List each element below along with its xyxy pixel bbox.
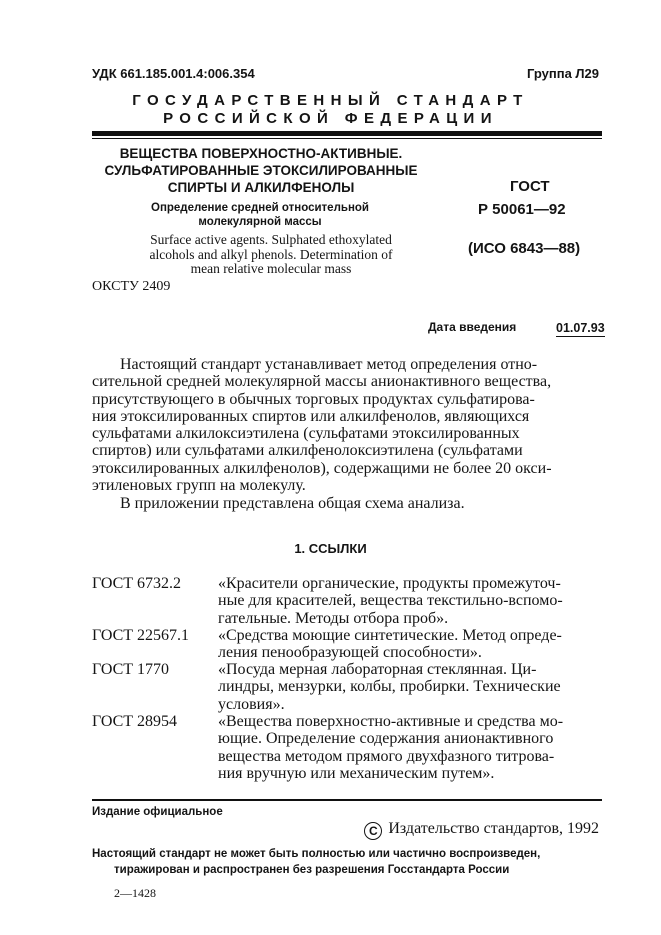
title-line: ВЕЩЕСТВА ПОВЕРХНОСТНО-АКТИВНЫЕ. (119, 146, 403, 161)
document-subtitle (130, 201, 390, 229)
udk-code: УДК 661.185.001.4:006.354 (92, 66, 255, 81)
reproduction-notice: Настоящий стандарт не может быть полностью или частично воспроизведен, (92, 848, 541, 860)
reference-description (218, 661, 610, 713)
title-line: СПИРТЫ И АЛКИЛФЕНОЛЫ (167, 180, 355, 195)
gost-label: ГОСТ (510, 178, 550, 195)
reference-code: ГОСТ 22567.1 (92, 627, 190, 644)
reference-description (218, 627, 610, 662)
reference-line: «Вещества поверхностно-активные и средства мо- (218, 713, 564, 730)
reference-line: «Красители органические, продукты промежуточ- (218, 575, 561, 592)
header-thin-rule (92, 138, 602, 139)
iso-number: (ИСО 6843—88) (468, 240, 581, 257)
publisher-text: Издательство стандартов, 1992 (388, 820, 599, 837)
reference-description (218, 713, 610, 782)
reference-line: условия». (218, 695, 285, 713)
effective-date-label: Дата введения (428, 320, 517, 334)
intro-paragraph (92, 356, 610, 494)
copyright-icon: C (364, 822, 382, 840)
gost-number: Р 50061—92 (478, 201, 566, 218)
subtitle-line: Определение средней относительной (151, 202, 369, 214)
header-thick-rule (92, 131, 602, 136)
paragraph-line: спиртов) или сульфатами алкилфенолоксиэтилена (сульфатами (92, 442, 523, 460)
appendix-note: В приложении представлена общая схема анализа. (120, 495, 465, 512)
english-title-line: Surface active agents. Sulphated ethoxylated (150, 232, 392, 247)
reference-line: линдры, мензурки, колбы, пробирки. Технические (218, 678, 561, 696)
reference-line: гательные. Методы отбора проб». (218, 609, 449, 627)
paragraph-line: сульфатами алкилоксиэтилена (сульфатами этоксилированных (92, 425, 520, 443)
footer-rule (92, 799, 602, 801)
paragraph-line: этоксилированных алкилфенолов), содержащими не более 20 окси- (92, 459, 552, 477)
paragraph-line: присутствующего в обычных торговых продуктах сульфатирова- (92, 390, 535, 408)
paragraph-line: ния этоксилированных спиртов или алкилфенолов, являющихся (92, 407, 530, 425)
paragraph-line: этиленовых групп на молекулу. (92, 477, 306, 495)
title-line: СУЛЬФАТИРОВАННЫЕ ЭТОКСИЛИРОВАННЫЕ (104, 163, 418, 178)
section-title: 1. ССЫЛКИ (294, 541, 367, 556)
reference-code: ГОСТ 6732.2 (92, 575, 182, 592)
state-standard-heading: ГОСУДАРСТВЕННЫЙ СТАНДАРТ (132, 92, 529, 109)
reference-line: ные для красителей, вещества текстильно-вспомо- (218, 592, 563, 610)
english-title (128, 233, 414, 277)
sheet-mark: 2—1428 (114, 886, 156, 900)
okstu-code: ОКСТУ 2409 (92, 279, 171, 294)
russian-federation-heading: РОССИЙСКОЙ ФЕДЕРАЦИИ (163, 110, 498, 127)
document-title (96, 145, 426, 196)
reference-line: ющие. Определение содержания анионактивного (218, 730, 554, 748)
reference-line: «Средства моющие синтетические. Метод опреде- (218, 627, 562, 644)
reference-code: ГОСТ 1770 (92, 661, 170, 678)
paragraph-line: сительной средней молекулярной массы анионактивного вещества, (92, 373, 552, 391)
reproduction-notice: тиражирован и распространен без разрешения Госстандарта России (114, 864, 510, 876)
subtitle-line: молекулярной массы (198, 216, 322, 228)
reference-line: ления пенообразующей способности». (218, 644, 482, 662)
reference-description (218, 575, 610, 627)
publisher-line (364, 820, 599, 840)
reference-line: «Посуда мерная лабораторная стеклянная. Ци- (218, 661, 537, 678)
english-title-line: alcohols and alkyl phenols. Determination of (149, 246, 393, 262)
effective-date-value: 01.07.93 (556, 321, 605, 335)
english-title-line: mean relative molecular mass (190, 261, 352, 276)
reference-line: ния вручную или механическим путем». (218, 764, 495, 782)
paragraph-line: Настоящий стандарт устанавливает метод определения отно- (120, 356, 538, 373)
reference-line: вещества методом прямого двухфазного титрова- (218, 747, 555, 765)
official-edition-label: Издание официальное (92, 806, 223, 818)
reference-code: ГОСТ 28954 (92, 713, 178, 730)
group-code: Группа Л29 (526, 66, 599, 81)
